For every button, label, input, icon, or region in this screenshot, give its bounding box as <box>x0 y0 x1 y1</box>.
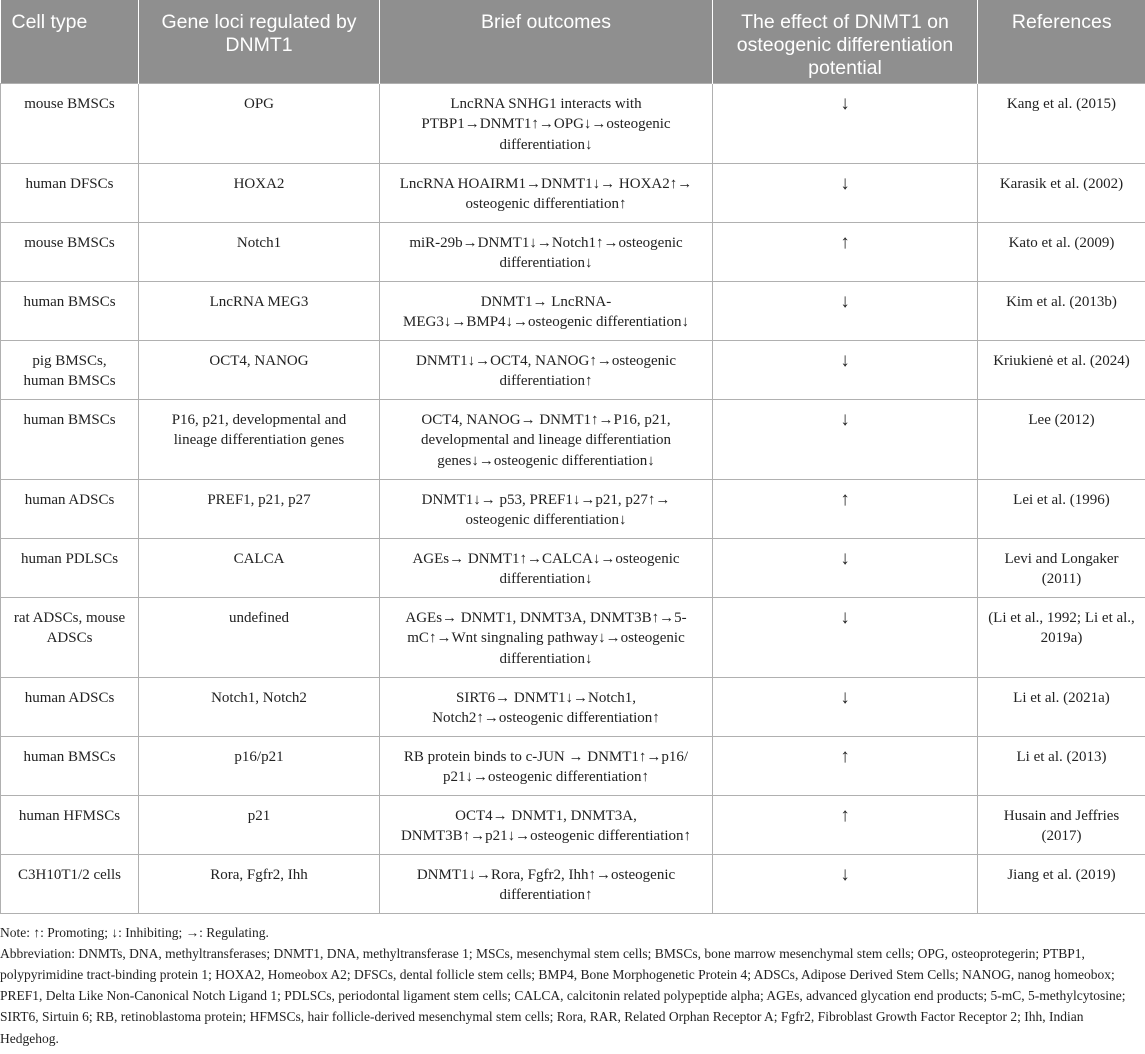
brief-outcome: OCT4, NANOG→ DNMT1↑→P16, p21, developmental and lineage differentiation genes↓→osteogenic differentiation↓ <box>380 399 713 479</box>
effect-arrow: ↑ <box>713 795 978 854</box>
cell-type: pig BMSCs, human BMSCs <box>1 340 139 399</box>
gene-loci: OCT4, NANOG <box>139 340 380 399</box>
brief-outcome: LncRNA HOAIRM1→DNMT1↓→ HOXA2↑→ osteogenic differentiation↑ <box>380 163 713 222</box>
table-row <box>1 538 1145 597</box>
effect-arrow: ↑ <box>713 736 978 795</box>
reference: Kang et al. (2015) <box>978 83 1145 163</box>
header-effect: The effect of DNMT1 on osteogenic differentiation potential <box>713 0 978 83</box>
brief-outcome: SIRT6→ DNMT1↓→Notch1, Notch2↑→osteogenic differentiation↑ <box>380 677 713 736</box>
gene-loci: p21 <box>139 795 380 854</box>
table-row <box>1 597 1145 677</box>
cell-type: mouse BMSCs <box>1 83 139 163</box>
table-row <box>1 736 1145 795</box>
cell-type: human ADSCs <box>1 479 139 538</box>
cell-type: C3H10T1/2 cells <box>1 854 139 913</box>
header-cell-type: Cell type <box>1 0 139 83</box>
reference: Li et al. (2021a) <box>978 677 1145 736</box>
header-references: References <box>978 0 1145 83</box>
table-row <box>1 479 1145 538</box>
effect-arrow: ↓ <box>713 163 978 222</box>
reference: Levi and Longaker (2011) <box>978 538 1145 597</box>
gene-loci: OPG <box>139 83 380 163</box>
reference: Jiang et al. (2019) <box>978 854 1145 913</box>
header-brief-outcomes: Brief outcomes <box>380 0 713 83</box>
reference: Karasik et al. (2002) <box>978 163 1145 222</box>
abbreviation-text: Abbreviation: DNMTs, DNA, methyltransferases; DNMT1, DNA, methyltransferase 1; MSCs, mesenchymal stem cells; BMSCs, bone marrow mesenchymal stem cells; OPG, osteoprotegerin; PTBP1, polypyrimidine tract-binding protein 1; HOXA2, Homeobox A2; DFSCs, dental follicle stem cells; BMP4, Bone Morphogenetic Protein 4; ADSCs, Adipose Derived Stem Cells; NANOG, nanog homeobox; PREF1, Delta Like Non-Canonical Notch Ligand 1; PDLSCs, periodontal ligament stem cells; CALCA, calcitonin related polypeptide alpha; AGEs, advanced glycation end products; 5-mC, 5-methylcytosine; SIRT6, Sirtuin 6; RB, retinoblastoma protein; HFMSCs, hair follicle-derived mesenchymal stem cells; Rora, RAR, Related Orphan Receptor A; Fgfr2, Fibroblast Growth Factor Receptor 2; Ihh, Indian Hedgehog. <box>0 945 1126 1046</box>
reference: Lei et al. (1996) <box>978 479 1145 538</box>
effect-arrow: ↓ <box>713 597 978 677</box>
brief-outcome: DNMT1↓→Rora, Fgfr2, Ihh↑→osteogenic differentiation↑ <box>380 854 713 913</box>
table-row <box>1 222 1145 281</box>
reference: Kriukienė et al. (2024) <box>978 340 1145 399</box>
gene-loci: p16/p21 <box>139 736 380 795</box>
effect-arrow: ↑ <box>713 479 978 538</box>
effect-arrow: ↓ <box>713 399 978 479</box>
reference: Li et al. (2013) <box>978 736 1145 795</box>
effect-arrow: ↓ <box>713 83 978 163</box>
table-row <box>1 163 1145 222</box>
brief-outcome: DNMT1→ LncRNA-MEG3↓→BMP4↓→osteogenic differentiation↓ <box>380 281 713 340</box>
brief-outcome: DNMT1↓→OCT4, NANOG↑→osteogenic differentiation↑ <box>380 340 713 399</box>
cell-type: rat ADSCs, mouse ADSCs <box>1 597 139 677</box>
reference: Kato et al. (2009) <box>978 222 1145 281</box>
brief-outcome: OCT4→ DNMT1, DNMT3A, DNMT3B↑→p21↓→osteogenic differentiation↑ <box>380 795 713 854</box>
reference: Kim et al. (2013b) <box>978 281 1145 340</box>
header-row <box>1 0 1145 83</box>
table-row <box>1 795 1145 854</box>
reference: Lee (2012) <box>978 399 1145 479</box>
gene-loci: CALCA <box>139 538 380 597</box>
brief-outcome: AGEs→ DNMT1↑→CALCA↓→osteogenic differentiation↓ <box>380 538 713 597</box>
cell-type: mouse BMSCs <box>1 222 139 281</box>
table-row <box>1 854 1145 913</box>
gene-loci: undefined <box>139 597 380 677</box>
effect-arrow: ↓ <box>713 677 978 736</box>
table-row <box>1 399 1145 479</box>
table-row <box>1 677 1145 736</box>
cell-type: human DFSCs <box>1 163 139 222</box>
table-footnotes <box>0 914 1145 1049</box>
gene-loci: Notch1 <box>139 222 380 281</box>
table-row <box>1 340 1145 399</box>
reference: (Li et al., 1992; Li et al., 2019a) <box>978 597 1145 677</box>
brief-outcome: AGEs→ DNMT1, DNMT3A, DNMT3B↑→5-mC↑→Wnt singnaling pathway↓→osteogenic differentiation↓ <box>380 597 713 677</box>
effect-arrow: ↓ <box>713 854 978 913</box>
reference: Husain and Jeffries (2017) <box>978 795 1145 854</box>
brief-outcome: RB protein binds to c-JUN → DNMT1↑→p16/ p21↓→osteogenic differentiation↑ <box>380 736 713 795</box>
gene-loci: P16, p21, developmental and lineage differentiation genes <box>139 399 380 479</box>
brief-outcome: LncRNA SNHG1 interacts with PTBP1→DNMT1↑→OPG↓→osteogenic differentiation↓ <box>380 83 713 163</box>
cell-type: human BMSCs <box>1 281 139 340</box>
gene-loci: LncRNA MEG3 <box>139 281 380 340</box>
table-row <box>1 83 1145 163</box>
brief-outcome: miR-29b→DNMT1↓→Notch1↑→osteogenic differentiation↓ <box>380 222 713 281</box>
header-gene-loci: Gene loci regulated by DNMT1 <box>139 0 380 83</box>
effect-arrow: ↓ <box>713 538 978 597</box>
effect-arrow: ↑ <box>713 222 978 281</box>
cell-type: human ADSCs <box>1 677 139 736</box>
gene-loci: Notch1, Notch2 <box>139 677 380 736</box>
gene-loci: PREF1, p21, p27 <box>139 479 380 538</box>
gene-loci: HOXA2 <box>139 163 380 222</box>
cell-type: human BMSCs <box>1 399 139 479</box>
table-row <box>1 281 1145 340</box>
effect-arrow: ↓ <box>713 340 978 399</box>
cell-type: human HFMSCs <box>1 795 139 854</box>
cell-type: human PDLSCs <box>1 538 139 597</box>
effect-arrow: ↓ <box>713 281 978 340</box>
note-text: Note: ↑: Promoting; ↓: Inhibiting; →: Regulating. <box>0 924 269 940</box>
brief-outcome: DNMT1↓→ p53, PREF1↓→p21, p27↑→ osteogenic differentiation↓ <box>380 479 713 538</box>
cell-type: human BMSCs <box>1 736 139 795</box>
gene-loci: Rora, Fgfr2, Ihh <box>139 854 380 913</box>
